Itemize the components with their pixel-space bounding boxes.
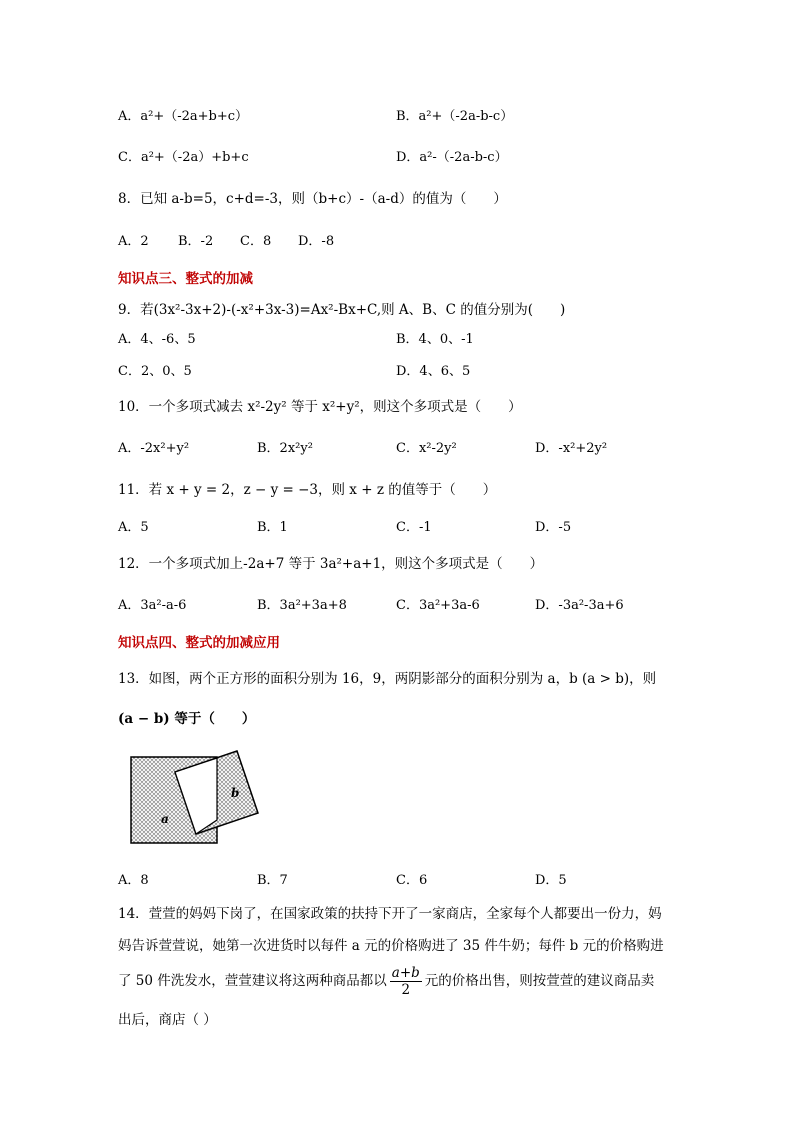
figure-label-b: b [231,786,240,800]
q11-option-b[interactable]: B．1 [257,520,288,535]
q9-stem: 9．若(3x²-3x+2)-(-x²+3x-3)=Ax²-Bx+C,则 A、B、C 的值分别为( ) [118,302,566,318]
fraction-denominator: 2 [401,982,411,998]
q13-option-b[interactable]: B．7 [257,873,288,888]
q13-stem-line1: 13．如图，两个正方形的面积分别为 16，9，两阴影部分的面积分别为 a，b (a > b)，则 [118,671,657,687]
q7-option-d[interactable]: D．a²-（-2a-b-c） [396,150,508,165]
q7-option-c[interactable]: C．a²+（-2a）+b+c [118,150,249,165]
fraction-a-plus-b-over-2 [390,965,422,998]
q12-option-d[interactable]: D．-3a²-3a+6 [535,598,624,613]
q8-option-c[interactable]: C．8 [240,234,272,249]
q10-option-a[interactable]: A．-2x²+y² [118,441,190,456]
q11-option-c[interactable]: C．-1 [396,520,432,535]
q9-option-b[interactable]: B．4、0、-1 [396,332,474,347]
q12-stem: 12．一个多项式加上-2a+7 等于 3a²+a+1，则这个多项式是（ ） [118,556,544,572]
q14-line2: 妈告诉萱萱说，她第一次进货时以每件 a 元的价格购进了 35 件牛奶；每件 b 元的价格购进 [118,938,664,954]
q11-option-a[interactable]: A．5 [118,520,149,535]
q13-option-a[interactable]: A．8 [118,873,149,888]
q8-stem: 8．已知 a-b=5，c+d=-3，则（b+c）-（a-d）的值为（ ） [118,191,507,207]
q12-option-c[interactable]: C．3a²+3a-6 [396,598,480,613]
q13-option-d[interactable]: D．5 [535,873,567,888]
figure-label-a: a [161,812,169,826]
q9-option-c[interactable]: C．2、0、5 [118,364,192,379]
q12-option-a[interactable]: A．3a²-a-6 [118,598,187,613]
q14-line3 [118,965,654,998]
q14-line4: 出后，商店（ ） [118,1012,217,1028]
q13-stem-line2: (a − b) 等于（ ） [118,711,256,727]
q14-line3-prefix: 了 50 件洗发水，萱萱建议将这两种商品都以 [118,973,387,989]
q8-option-d[interactable]: D．-8 [298,234,335,249]
q12-option-b[interactable]: B．3a²+3a+8 [257,598,347,613]
q11-option-d[interactable]: D．-5 [535,520,572,535]
q10-stem: 10．一个多项式减去 x²-2y² 等于 x²+y²，则这个多项式是（ ） [118,399,522,415]
fraction-numerator: a+b [391,965,420,981]
section-heading-4: 知识点四、整式的加减应用 [118,635,280,651]
q14-line1: 14．萱萱的妈妈下岗了，在国家政策的扶持下开了一家商店，全家每个人都要出一份力，妈 [118,906,662,922]
q7-option-b[interactable]: B．a²+（-2a-b-c） [396,109,514,124]
q9-option-d[interactable]: D．4、6、5 [396,364,471,379]
q13-figure [125,745,270,855]
section-heading-3: 知识点三、整式的加减 [118,271,253,287]
q10-option-c[interactable]: C．x²-2y² [396,441,457,456]
q11-stem: 11．若 x + y = 2，z − y = −3，则 x + z 的值等于（ ） [118,482,497,498]
q10-option-d[interactable]: D．-x²+2y² [535,441,608,456]
q8-option-a[interactable]: A．2 [118,234,149,249]
q14-line3-suffix: 元的价格出售，则按萱萱的建议商品卖 [424,973,655,989]
q9-option-a[interactable]: A．4、-6、5 [118,332,196,347]
q10-option-b[interactable]: B．2x²y² [257,441,313,456]
q8-option-b[interactable]: B．-2 [178,234,214,249]
q7-option-a[interactable]: A．a²+（-2a+b+c） [118,109,249,124]
q13-option-c[interactable]: C．6 [396,873,428,888]
